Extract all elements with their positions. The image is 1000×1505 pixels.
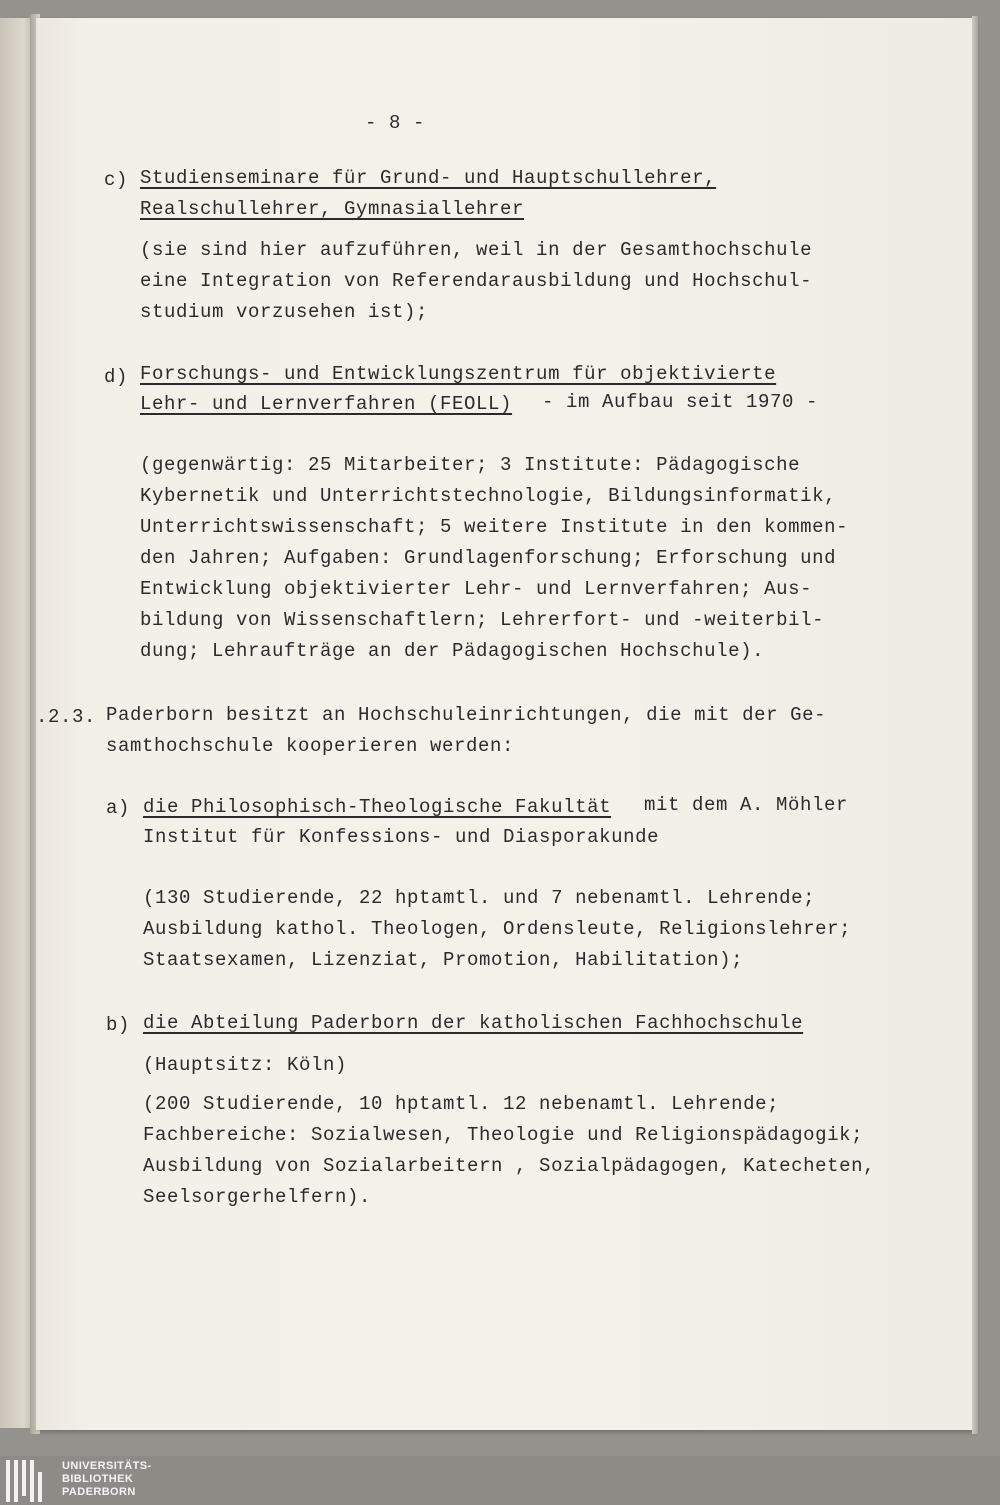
section-text-line1: Paderborn besitzt an Hochschuleinrichtungen, die mit der Ge- — [106, 704, 827, 726]
item-b-marker: b) — [106, 1014, 131, 1036]
library-logo-line2: BIBLIOTHEK — [62, 1473, 134, 1485]
page-stack-edge — [972, 16, 978, 1434]
item-c-heading-line1: Studienseminare für Grund- und Hauptschullehrer, — [140, 167, 717, 189]
item-b-text-line3: Ausbildung von Sozialarbeitern , Sozialpädagogen, Katecheten, — [143, 1155, 876, 1177]
previous-page-edge — [0, 18, 34, 1428]
item-d-text-line5: Entwicklung objektivierter Lehr- und Lernverfahren; Aus- — [140, 578, 813, 600]
item-d-text-line6: bildung von Wissenschaftlern; Lehrerfort- und -weiterbil- — [140, 609, 825, 631]
item-a-heading-line2: Institut für Konfessions- und Diasporakunde — [143, 826, 660, 848]
item-c-heading-line2: Realschullehrer, Gymnasiallehrer — [140, 198, 525, 220]
item-c-text-line2: eine Integration von Referendarausbildung und Hochschul- — [140, 270, 813, 292]
item-c-marker: c) — [104, 169, 129, 191]
item-b-text-line2: Fachbereiche: Sozialwesen, Theologie und Religionspädagogik; — [143, 1124, 864, 1146]
item-a-text-line1: (130 Studierende, 22 hptamtl. und 7 nebenamtl. Lehrende; — [143, 887, 816, 909]
item-d-text-line1: (gegenwärtig: 25 Mitarbeiter; 3 Institute: Pädagogische — [140, 454, 801, 476]
item-d-text-line4: den Jahren; Aufgaben: Grundlagenforschung; Erforschung und — [140, 547, 837, 569]
library-logo-line1: UNIVERSITÄTS- — [62, 1460, 152, 1472]
item-d-text-line3: Unterrichtswissenschaft; 5 weitere Institute in den kommen- — [140, 516, 849, 538]
library-logo-icon — [6, 1460, 46, 1502]
item-d-text-line7: dung; Lehraufträge an der Pädagogischen Hochschule). — [140, 640, 765, 662]
item-c-text-line1: (sie sind hier aufzuführen, weil in der Gesamthochschule — [140, 239, 813, 261]
section-number: .2.3. — [36, 706, 97, 728]
item-d-heading-line2: Lehr- und Lernverfahren (FEOLL) — [140, 393, 513, 415]
item-a-heading-line1-suffix: mit dem A. Möhler — [632, 794, 849, 816]
item-b-text-line1: (200 Studierende, 10 hptamtl. 12 nebenamtl. Lehrende; — [143, 1093, 780, 1115]
item-b-text-line4: Seelsorgerhelfern). — [143, 1186, 372, 1208]
item-d-heading-line1: Forschungs- und Entwicklungszentrum für objektivierte — [140, 363, 777, 385]
item-d-heading-line2-suffix: - im Aufbau seit 1970 - — [530, 391, 819, 413]
item-a-marker: a) — [106, 797, 131, 819]
page-number: - 8 - — [365, 112, 426, 134]
item-d-text-line2: Kybernetik und Unterrichtstechnologie, Bildungsinformatik, — [140, 485, 837, 507]
item-b-heading-line1: die Abteilung Paderborn der katholischen Fachhochschule — [143, 1012, 804, 1034]
section-text-line2: samthochschule kooperieren werden: — [106, 735, 515, 757]
item-a-text-line3: Staatsexamen, Lizenziat, Promotion, Habilitation); — [143, 949, 744, 971]
item-c-text-line3: studium vorzusehen ist); — [140, 301, 429, 323]
item-d-marker: d) — [104, 366, 129, 388]
item-b-subheading: (Hauptsitz: Köln) — [143, 1054, 348, 1076]
item-a-text-line2: Ausbildung kathol. Theologen, Ordensleute, Religionslehrer; — [143, 918, 852, 940]
library-logo-line3: PADERBORN — [62, 1486, 136, 1498]
item-a-heading-line1: die Philosophisch-Theologische Fakultät — [143, 796, 612, 818]
